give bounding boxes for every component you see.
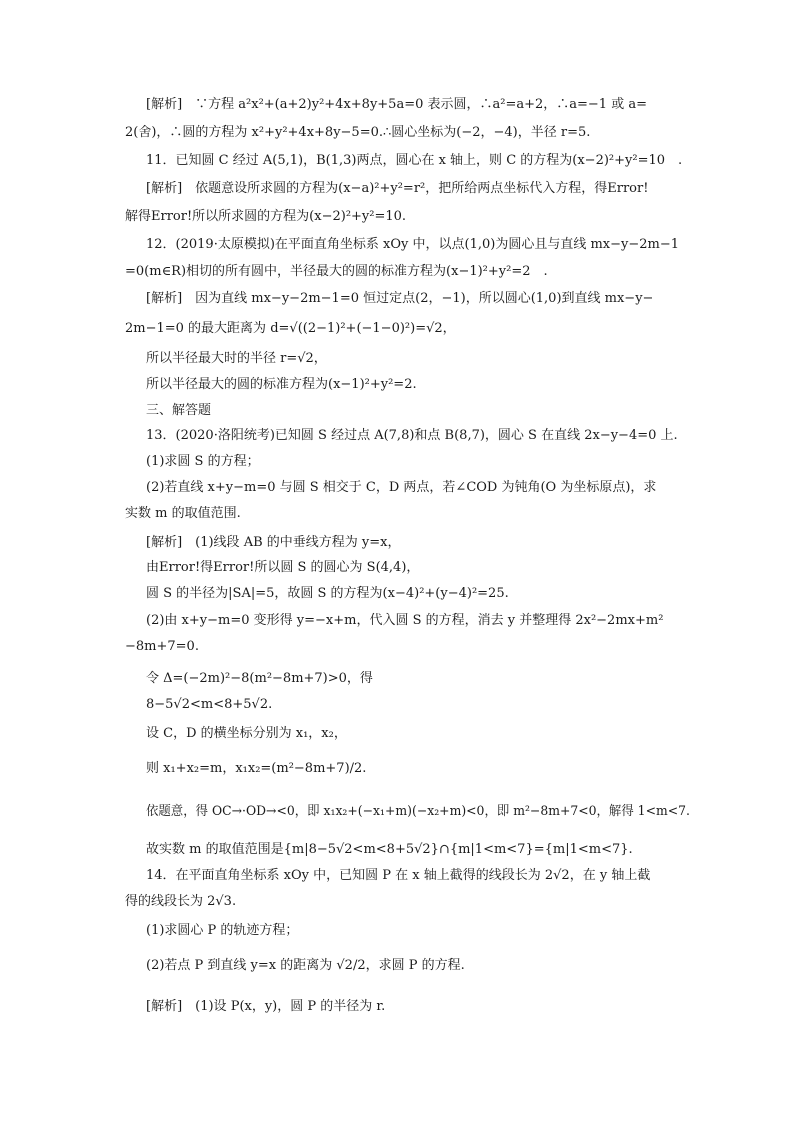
text-line: 则 x₁+x₂=m，x₁x₂=(m²−8m+7)/2. [146, 761, 367, 776]
text-line: [解析] 依题意设所求圆的方程为(x−a)²+y²=r²，把所给两点坐标代入方程，得Error! [146, 181, 649, 196]
text-line: −8m+7=0. [125, 639, 199, 654]
text-line: (2)若直线 x+y−m=0 与圆 S 相交于 C，D 两点，若∠COD 为钝角(O 为坐标原点)，求 [146, 480, 657, 495]
text-line: 设 C，D 的横坐标分别为 x₁，x₂， [146, 726, 347, 741]
text-line: [解析] (1)设 P(x，y)，圆 P 的半径为 r. [146, 999, 386, 1014]
text-line: 2m−1=0 的最大距离为 d=√((2−1)²+(−1−0)²)=√2， [125, 321, 456, 336]
text-line: (1)求圆 S 的方程； [146, 454, 260, 469]
text-line: 依题意，得 OC→·OD→<0，即 x₁x₂+(−x₁+m)(−x₂+m)<0，即 m²−8m+7<0，解得 1<m<7. [146, 804, 690, 819]
text-line: 11．已知圆 C 经过 A(5,1)，B(1,3)两点，圆心在 x 轴上，则 C 的方程为(x−2)²+y²=10 . [146, 153, 683, 168]
text-line: 13．(2020·洛阳统考)已知圆 S 经过点 A(7,8)和点 B(8,7)，圆心 S 在直线 2x−y−4=0 上. [146, 428, 678, 443]
text-line: 所以半径最大的圆的标准方程为(x−1)²+y²=2. [146, 377, 417, 392]
text-line: 三、解答题 [146, 403, 212, 418]
text-line: (2)由 x+y−m=0 变形得 y=−x+m，代入圆 S 的方程，消去 y 并整理得 2x²−2mx+m² [146, 613, 664, 628]
text-line: 圆 S 的半径为|SA|=5，故圆 S 的方程为(x−4)²+(y−4)²=25. [146, 586, 509, 601]
text-line: 令 Δ=(−2m)²−8(m²−8m+7)>0，得 [146, 671, 373, 686]
text-line: 所以半径最大时的半径 r=√2， [146, 351, 327, 366]
text-line: 故实数 m 的取值范围是{m|8−5√2<m<8+5√2}∩{m|1<m<7}={m|1<m<7}. [146, 842, 633, 857]
text-line: 由Error!得Error!所以圆 S 的圆心为 S(4,4)， [146, 560, 420, 575]
text-line: [解析] ∵方程 a²x²+(a+2)y²+4x+8y+5a=0 表示圆，∴a²=a+2，∴a=−1 或 a= [146, 97, 647, 112]
text-line: 实数 m 的取值范围. [125, 506, 241, 521]
text-line: 得的线段长为 2√3. [125, 894, 237, 909]
text-line: 8−5√2<m<8+5√2. [146, 697, 273, 712]
text-line: [解析] 因为直线 mx−y−2m−1=0 恒过定点(2，−1)，所以圆心(1,0)到直线 mx−y− [146, 291, 654, 306]
text-line: [解析] (1)线段 AB 的中垂线方程为 y=x， [146, 535, 401, 550]
text-line: 14．在平面直角坐标系 xOy 中，已知圆 P 在 x 轴上截得的线段长为 2√2，在 y 轴上截 [146, 868, 651, 883]
text-line: 12．(2019·太原模拟)在平面直角坐标系 xOy 中，以点(1,0)为圆心且与直线 mx−y−2m−1 [146, 237, 680, 252]
text-line: (2)若点 P 到直线 y=x 的距离为 √2/2，求圆 P 的方程. [146, 958, 465, 973]
text-line: (1)求圆心 P 的轨迹方程； [146, 923, 299, 938]
text-line: 2(舍)，∴圆的方程为 x²+y²+4x+8y−5=0.∴圆心坐标为(−2，−4)，半径 r=5. [125, 125, 591, 140]
text-line: =0(m∈R)相切的所有圆中，半径最大的圆的标准方程为(x−1)²+y²=2 . [125, 264, 548, 279]
text-line: 解得Error!所以所求圆的方程为(x−2)²+y²=10. [125, 209, 407, 224]
